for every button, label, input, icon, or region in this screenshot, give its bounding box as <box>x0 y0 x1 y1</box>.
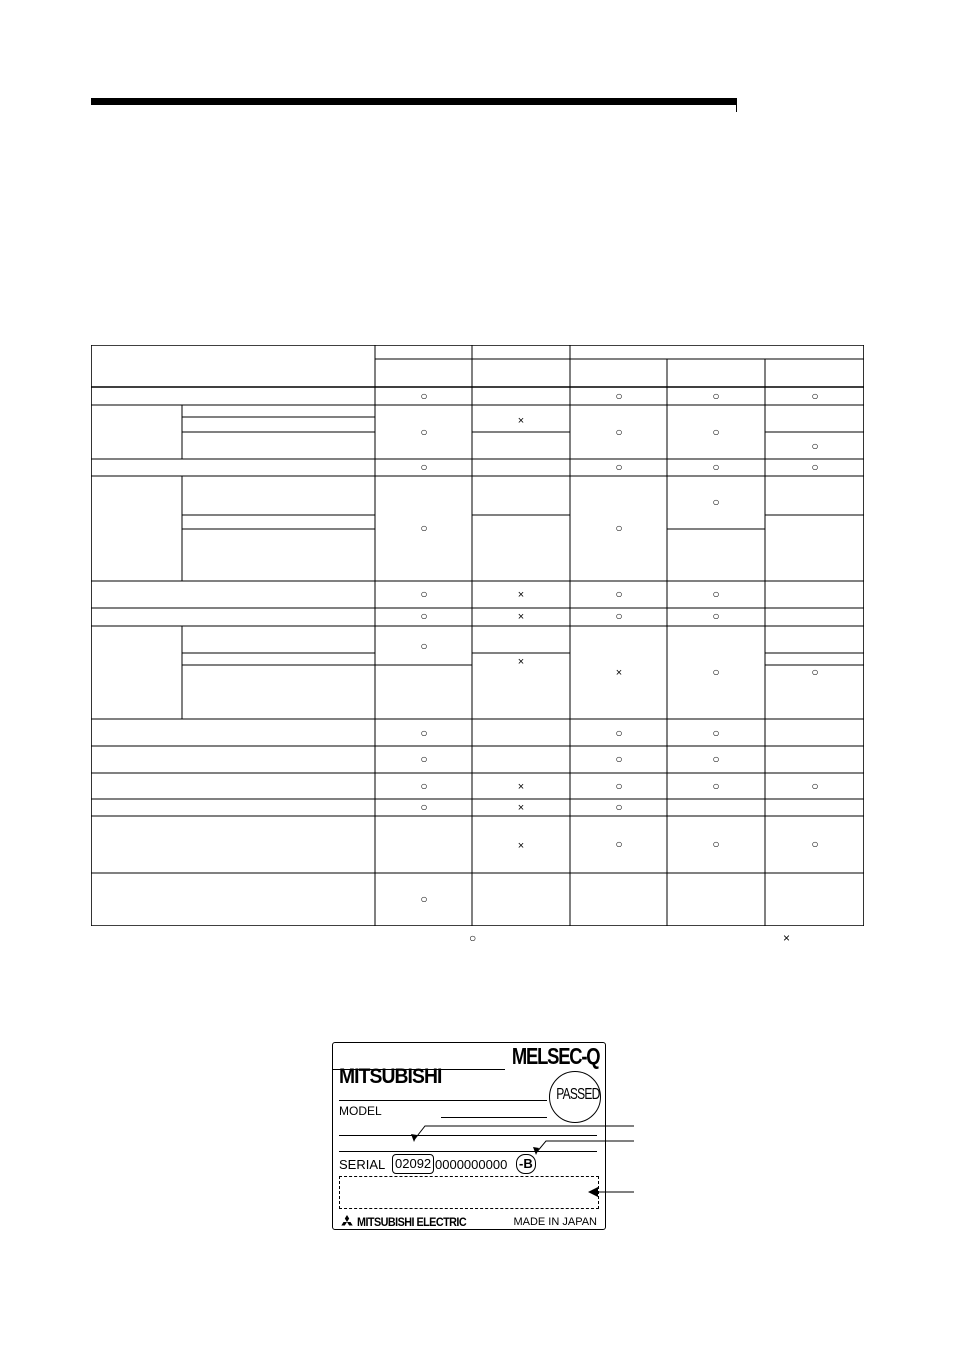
compatibility-mark: × <box>615 667 623 679</box>
compatibility-mark: ○ <box>420 389 428 403</box>
plate-brand: MITSUBISHI <box>339 1065 442 1088</box>
header-rule <box>91 98 736 105</box>
header-tick <box>736 98 737 112</box>
compatibility-mark: ○ <box>615 389 623 403</box>
compatibility-mark: ○ <box>615 609 623 623</box>
compatibility-mark: ○ <box>420 609 428 623</box>
compatibility-mark: ○ <box>811 665 819 679</box>
passed-text: PASSED <box>556 1086 600 1103</box>
serial-date-code: 02092 <box>392 1154 434 1174</box>
country-of-origin: MADE IN JAPAN <box>513 1216 597 1228</box>
compatibility-mark: ○ <box>811 460 819 474</box>
serial-label: SERIAL <box>339 1157 386 1172</box>
compatibility-mark: ○ <box>420 752 428 766</box>
compatibility-mark: ○ <box>712 609 720 623</box>
model-label: MODEL <box>339 1104 382 1118</box>
rating-plate <box>332 1042 606 1230</box>
compatibility-mark: ○ <box>712 425 720 439</box>
compatibility-mark: ○ <box>420 587 428 601</box>
table-grid <box>91 345 864 926</box>
compatibility-mark: ○ <box>615 460 623 474</box>
plate-series-name: MELSEC-Q <box>511 1043 599 1069</box>
compatibility-mark: ○ <box>615 425 623 439</box>
compatibility-mark: ○ <box>712 389 720 403</box>
compatibility-mark: ○ <box>615 800 623 814</box>
compatibility-mark: × <box>517 611 525 623</box>
compatibility-mark: ○ <box>811 779 819 793</box>
compatibility-mark: ○ <box>712 665 720 679</box>
compatibility-mark: × <box>517 415 525 427</box>
plate-line <box>339 1135 597 1136</box>
function-compatibility-table <box>91 345 864 926</box>
plate-divider <box>339 1100 547 1101</box>
compatibility-mark: ○ <box>420 892 428 906</box>
compatibility-mark: ○ <box>420 425 428 439</box>
compatibility-mark: ○ <box>420 726 428 740</box>
compatibility-mark: ○ <box>712 837 720 851</box>
compatibility-mark: ○ <box>615 587 623 601</box>
legend-available-symbol: ○ <box>469 931 477 945</box>
compatibility-mark: × <box>517 840 525 852</box>
compatibility-mark: × <box>517 656 525 668</box>
compatibility-mark: ○ <box>712 779 720 793</box>
compatibility-mark: ○ <box>712 495 720 509</box>
compatibility-mark: ○ <box>615 726 623 740</box>
plate-line <box>339 1151 597 1152</box>
compatibility-mark: ○ <box>811 439 819 453</box>
compatibility-mark: ○ <box>712 752 720 766</box>
compatibility-mark: × <box>517 781 525 793</box>
compatibility-mark: ○ <box>615 752 623 766</box>
passed-stamp <box>549 1071 601 1123</box>
legend-unavailable-symbol: × <box>783 931 791 945</box>
compatibility-mark: ○ <box>420 521 428 535</box>
compatibility-mark: ○ <box>615 837 623 851</box>
compatibility-mark: ○ <box>420 639 428 653</box>
three-diamonds-logo-icon <box>339 1215 355 1229</box>
serial-revision: -B <box>516 1154 536 1174</box>
compatibility-mark: ○ <box>712 726 720 740</box>
compatibility-mark: ○ <box>712 587 720 601</box>
compatibility-mark: ○ <box>615 779 623 793</box>
function-version-area <box>339 1176 599 1209</box>
compatibility-mark: ○ <box>420 460 428 474</box>
model-line <box>441 1117 547 1118</box>
serial-number: 0000000000 <box>435 1157 508 1172</box>
compatibility-mark: × <box>517 589 525 601</box>
manufacturer: MITSUBISHI ELECTRIC <box>357 1215 467 1229</box>
compatibility-mark: ○ <box>615 521 623 535</box>
compatibility-mark: ○ <box>811 389 819 403</box>
compatibility-mark: ○ <box>420 800 428 814</box>
compatibility-mark: × <box>517 802 525 814</box>
compatibility-mark: ○ <box>811 837 819 851</box>
compatibility-mark: ○ <box>712 460 720 474</box>
compatibility-mark: ○ <box>420 779 428 793</box>
